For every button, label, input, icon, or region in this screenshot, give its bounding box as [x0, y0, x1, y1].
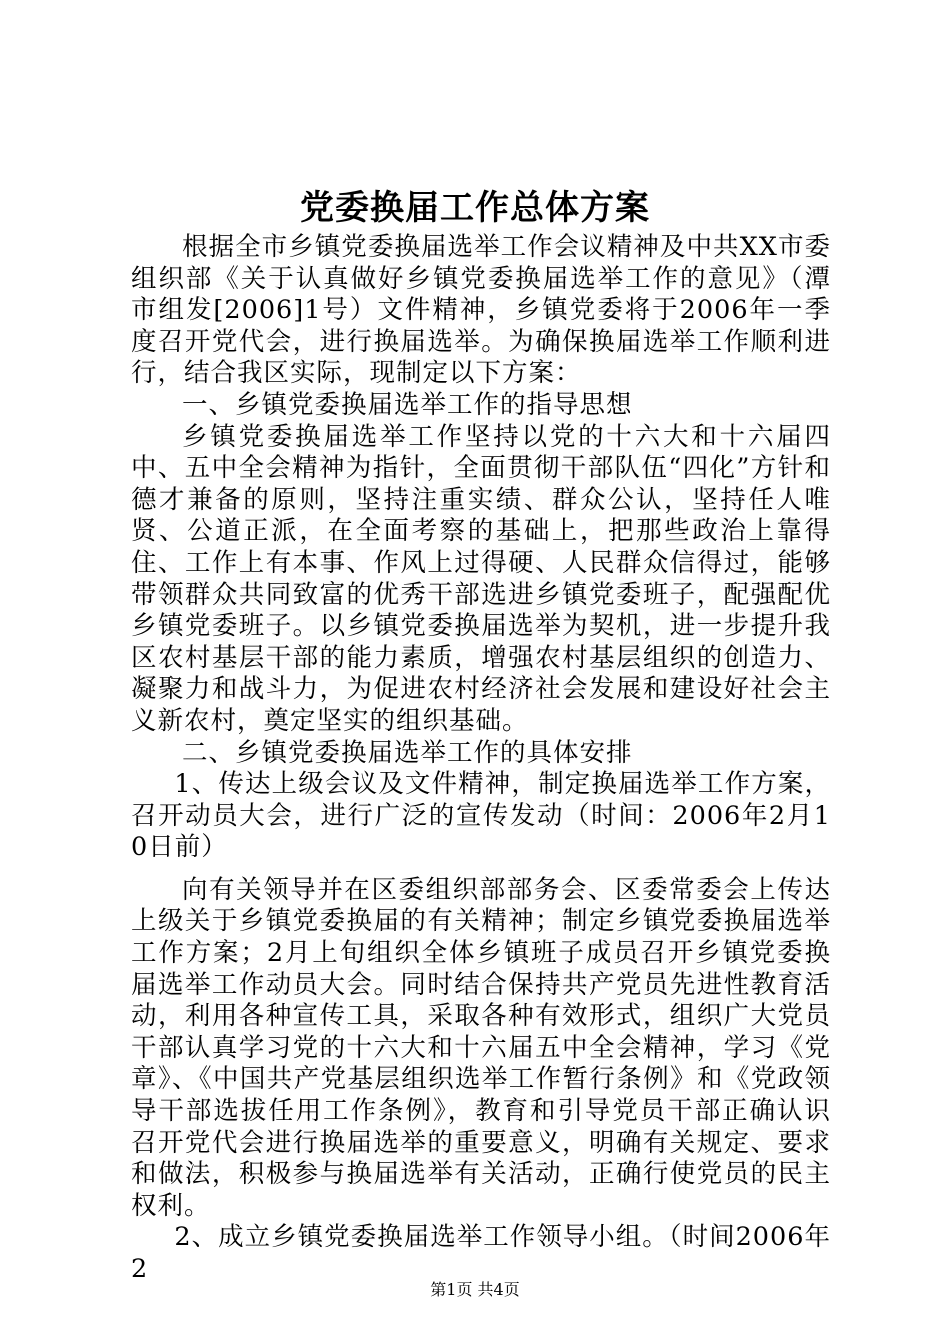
page-number: 第1页 共4页 — [430, 1280, 520, 1299]
guiding-ideology-paragraph: 乡镇党委换届选举工作坚持以党的十六大和十六届四中、五中全会精神为指针，全面贯彻干部队伍“四化”方针和德才兼备的原则，坚持注重实绩、群众公认，坚持任人唯贤、公道正派，在全面考察的基础上，把那些政治上靠得住、工作上有本事、作风上过得硬、人民群众信得过，能够带领群众共同致富的优秀干部选进乡镇党委班子，配强配优乡镇党委班子。以乡镇党委换届选举为契机，进一步提升我区农村基层干部的能力素质，增强农村基层组织的创造力、凝聚力和战斗力，为促进农村经济社会发展和建设好社会主义新农村，奠定坚实的组织基础。 — [131, 421, 831, 736]
section-heading-guiding-ideology: 一、乡镇党委换届选举工作的指导思想 — [182, 389, 633, 420]
document-body — [131, 232, 831, 1286]
intro-paragraph: 根据全市乡镇党委换届选举工作会议精神及中共XX市委组织部《关于认真做好乡镇党委换届选举工作的意见》（潭市组发[2006]1号）文件精神，乡镇党委将于2006年一季度召开党代会，进行换届选举。为确保换届选举工作顺利进行，结合我区实际，现制定以下方案： — [131, 232, 831, 389]
arrangement-item-2: 2、成立乡镇党委换届选举工作领导小组。（时间2006年2 — [131, 1222, 831, 1284]
document-title: 党委换届工作总体方案 — [300, 188, 650, 228]
arrangement-item-1-details: 向有关领导并在区委组织部部务会、区委常委会上传达上级关于乡镇党委换届的有关精神；制定乡镇党委换届选举工作方案；2月上旬组织全体乡镇班子成员召开乡镇党委换届选举工作动员大会。同时结合保持共产党员先进性教育活动，利用各种宣传工具，采取各种有效形式，组织广大党员干部认真学习党的十六大和十六届五中全会精神，学习《党章》、《中国共产党基层组织选举工作暂行条例》和《党政领导干部选拔任用工作条例》，教育和引导党员干部正确认识召开党代会进行换届选举的重要意义，明确有关规定、要求和做法，积极参与换届选举有关活动，正确行使党员的民主权利。 — [131, 874, 831, 1221]
arrangement-item-1: 1、传达上级会议及文件精神，制定换届选举工作方案，召开动员大会，进行广泛的宣传发动（时间：2006年2月10日前） — [131, 769, 831, 863]
section-heading-arrangements: 二、乡镇党委换届选举工作的具体安排 — [182, 737, 633, 768]
